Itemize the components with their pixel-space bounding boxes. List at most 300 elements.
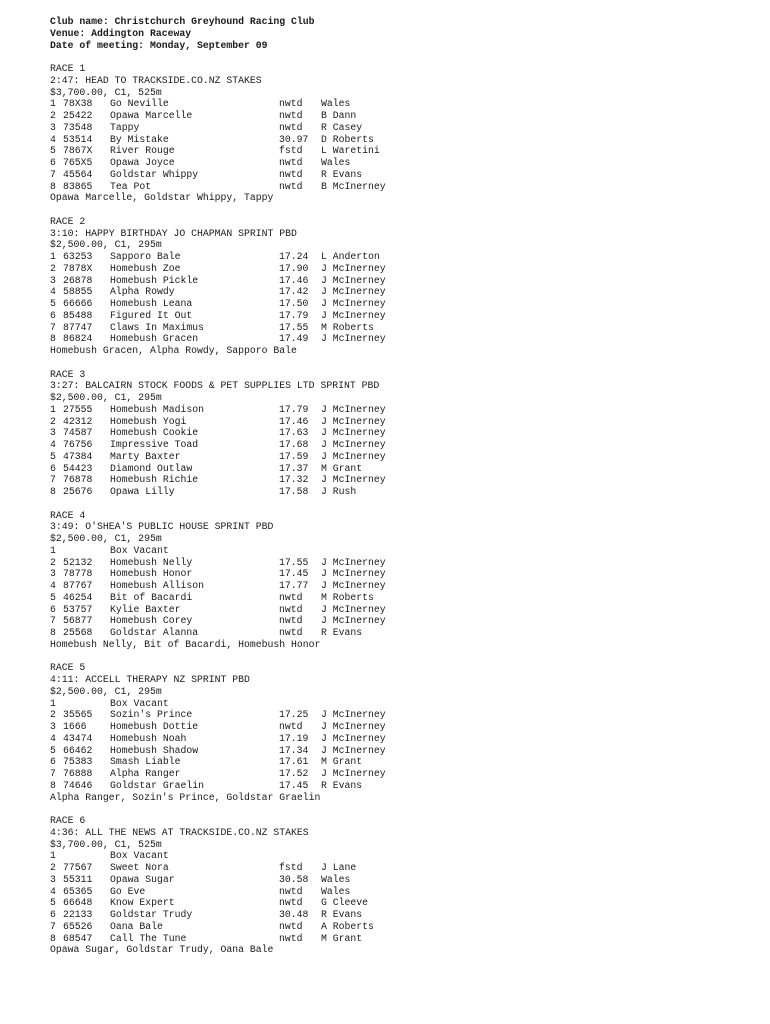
runner-row (50, 169, 750, 181)
race-label: RACE 4 (50, 509, 86, 521)
runner-trainer: L Anderton (321, 251, 380, 262)
runner-row (50, 592, 750, 604)
runner-box-number: 4 (50, 286, 56, 298)
runner-box-number: 2 (50, 556, 56, 568)
runner-time: 17.79 (279, 403, 309, 415)
runner-row (50, 157, 750, 169)
runner-name: Impressive Toad (110, 439, 199, 450)
runner-id: 75383 (63, 756, 93, 768)
runner-trainer: M Grant (321, 756, 363, 768)
runner-name: Homebush Madison (110, 403, 205, 415)
runner-id: 78778 (63, 568, 93, 580)
runner-box-number: 5 (50, 450, 56, 462)
runner-row (50, 486, 750, 498)
runner-id: 58855 (63, 286, 93, 298)
runner-id: 87767 (63, 580, 93, 591)
runner-row (50, 580, 750, 592)
runner-box-number: 8 (50, 180, 56, 192)
runner-trainer: J McInerney (321, 450, 386, 462)
runner-name: Box Vacant (110, 544, 169, 556)
runner-name: Diamond Outlaw (110, 462, 193, 474)
runner-box-number: 6 (50, 157, 56, 168)
runner-box-number: 7 (50, 768, 56, 779)
runner-id: 35565 (63, 709, 93, 721)
runner-trainer: D Roberts (321, 133, 374, 145)
runner-box-number: 6 (50, 309, 56, 321)
runner-time: nwtd (279, 897, 303, 909)
runner-time: 17.55 (279, 556, 309, 568)
runner-name: Marty Baxter (110, 450, 181, 462)
runner-trainer: J McInerney (321, 403, 386, 415)
runner-id: 55311 (63, 873, 93, 885)
runner-trainer: R Casey (321, 121, 363, 133)
race-info: $2,500.00, C1, 295m (50, 685, 162, 697)
runner-time: 30.58 (279, 873, 309, 885)
runner-box-number: 3 (50, 721, 56, 732)
runner-trainer: J McInerney (321, 709, 386, 721)
runner-box-number: 4 (50, 732, 56, 744)
runner-name: Homebush Gracen (110, 333, 199, 345)
runner-id: 66462 (63, 744, 93, 756)
runner-row (50, 110, 750, 122)
runner-trainer: J McInerney (321, 439, 386, 450)
runner-time: 30.97 (279, 133, 309, 145)
runner-time: 17.46 (279, 274, 309, 286)
runner-time: nwtd (279, 168, 303, 180)
runner-row (50, 756, 750, 768)
runner-name: Opawa Joyce (110, 157, 175, 168)
runner-name: Goldstar Whippy (110, 168, 199, 180)
runner-trainer: Wales (321, 873, 351, 885)
runner-name: River Rouge (110, 145, 175, 157)
runner-trainer: J McInerney (321, 580, 386, 591)
runner-trainer: J McInerney (321, 603, 386, 615)
runner-box-number: 4 (50, 439, 56, 450)
runner-id: 26878 (63, 274, 93, 286)
runner-row (50, 745, 750, 757)
runner-box-number: 3 (50, 121, 56, 133)
race-info: $3,700.00, C1, 525m (50, 838, 162, 850)
runner-name: Alpha Rowdy (110, 286, 175, 298)
runner-id: 85488 (63, 309, 93, 321)
race-title: 4:36: ALL THE NEWS AT TRACKSIDE.CO.NZ STAKES (50, 826, 309, 838)
runner-box-number: 1 (50, 403, 56, 415)
runner-box-number: 7 (50, 920, 56, 932)
race-info: $2,500.00, C1, 295m (50, 392, 162, 403)
runner-id: 43474 (63, 732, 93, 744)
runner-row (50, 874, 750, 886)
runner-time: fstd (279, 145, 303, 157)
runner-row (50, 145, 750, 157)
runner-row (50, 333, 750, 345)
runner-box-number: 5 (50, 145, 56, 157)
runner-trainer: J McInerney (321, 768, 386, 779)
runner-trainer: Wales (321, 157, 351, 168)
runner-box-number: 6 (50, 756, 56, 768)
runner-trainer: L Waretini (321, 145, 380, 157)
runner-name: Homebush Zoe (110, 262, 181, 274)
runner-box-number: 2 (50, 110, 56, 121)
runner-name: Call The Tune (110, 932, 187, 944)
runner-box-number: 3 (50, 427, 56, 439)
runner-row (50, 604, 750, 616)
race-title: 4:11: ACCELL THERAPY NZ SPRINT PBD (50, 674, 250, 685)
runner-id: 25568 (63, 627, 93, 638)
runner-trainer: R Evans (321, 168, 363, 180)
race-tips: Opawa Sugar, Goldstar Trudy, Oana Bale (50, 944, 274, 956)
runner-row (50, 463, 750, 475)
runner-trainer: R Evans (321, 909, 363, 920)
runner-trainer: M Grant (321, 462, 363, 474)
race-title: 3:27: BALCAIRN STOCK FOODS & PET SUPPLIES LTD SPRINT PBD (50, 380, 380, 392)
runner-name: Homebush Honor (110, 568, 193, 580)
spacer (50, 651, 750, 663)
spacer (50, 357, 750, 369)
runner-id: 22133 (63, 909, 93, 920)
runner-name: Kylie Baxter (110, 603, 181, 615)
spacer (50, 803, 750, 815)
runner-time: nwtd (279, 885, 303, 897)
race-label: RACE 6 (50, 815, 86, 826)
runner-box-number: 1 (50, 850, 56, 862)
runner-time: 17.79 (279, 309, 309, 321)
runner-id: 46254 (63, 591, 93, 603)
spacer (50, 956, 750, 968)
runner-id: 77567 (63, 862, 93, 873)
runner-trainer: M Roberts (321, 321, 374, 333)
runner-time: 17.58 (279, 486, 309, 497)
race-block (50, 815, 750, 968)
runner-time: 30.48 (279, 909, 309, 920)
race-info: $3,700.00, C1, 525m (50, 86, 162, 98)
runner-time: 17.90 (279, 262, 309, 274)
runner-id: 87747 (63, 321, 93, 333)
runner-id: 65526 (63, 920, 93, 932)
runner-name: Goldstar Graelin (110, 779, 205, 791)
runner-trainer: J McInerney (321, 744, 386, 756)
runner-box-number: 8 (50, 627, 56, 638)
runner-name: Box Vacant (110, 697, 169, 709)
runner-row (50, 850, 750, 862)
spacer (50, 204, 750, 216)
runner-row (50, 427, 750, 439)
runner-box-number: 8 (50, 333, 56, 345)
runner-time: 17.25 (279, 709, 309, 721)
runner-box-number: 7 (50, 321, 56, 333)
runner-id: 74587 (63, 427, 93, 439)
runner-time: fstd (279, 862, 303, 873)
spacer (50, 498, 750, 510)
runner-id: 65365 (63, 885, 93, 897)
runner-id: 66666 (63, 298, 93, 309)
runner-name: Homebush Noah (110, 732, 187, 744)
runner-id: 76756 (63, 439, 93, 450)
runner-name: Claws In Maximus (110, 321, 205, 333)
runner-row (50, 263, 750, 275)
runner-trainer: J McInerney (321, 474, 386, 486)
runner-trainer: J McInerney (321, 262, 386, 274)
runner-row (50, 451, 750, 463)
race-block (50, 216, 750, 369)
runner-row (50, 134, 750, 146)
race-info: $2,500.00, C1, 295m (50, 533, 162, 544)
runner-row (50, 416, 750, 428)
runner-row (50, 122, 750, 134)
runner-time: 17.34 (279, 744, 309, 756)
runner-name: Go Eve (110, 885, 146, 897)
runner-time: 17.42 (279, 286, 309, 298)
runner-box-number: 8 (50, 779, 56, 791)
runner-time: nwtd (279, 932, 303, 944)
runner-id: 52132 (63, 556, 93, 568)
runner-name: Sapporo Bale (110, 251, 181, 262)
runner-box-number: 6 (50, 909, 56, 920)
runner-row (50, 251, 750, 263)
runner-time: nwtd (279, 920, 303, 932)
runner-box-number: 3 (50, 568, 56, 580)
runner-time: 17.24 (279, 251, 309, 262)
runner-name: Alpha Ranger (110, 768, 181, 779)
runner-id: 73548 (63, 121, 93, 133)
runner-name: Homebush Corey (110, 615, 193, 627)
runner-trainer: R Evans (321, 779, 363, 791)
runner-row (50, 474, 750, 486)
runner-trainer: J McInerney (321, 309, 386, 321)
runner-box-number: 6 (50, 603, 56, 615)
runner-box-number: 4 (50, 133, 56, 145)
runner-trainer: Wales (321, 98, 351, 110)
runner-box-number: 3 (50, 873, 56, 885)
runner-time: 17.61 (279, 756, 309, 768)
race-label: RACE 5 (50, 662, 86, 674)
runner-trainer: J McInerney (321, 615, 386, 627)
runner-trainer: M Roberts (321, 591, 374, 603)
runner-name: Homebush Leana (110, 298, 193, 309)
runner-name: Homebush Dottie (110, 721, 199, 732)
runner-id: 25676 (63, 486, 93, 497)
race-tips: Alpha Ranger, Sozin's Prince, Goldstar Graelin (50, 791, 321, 803)
runner-trainer: J McInerney (321, 568, 386, 580)
race-tips: Opawa Marcelle, Goldstar Whippy, Tappy (50, 192, 274, 204)
runner-row (50, 404, 750, 416)
runner-trainer: Wales (321, 885, 351, 897)
runner-time: 17.49 (279, 333, 309, 345)
race-block (50, 662, 750, 815)
runner-name: Box Vacant (110, 850, 169, 862)
runner-id: 68547 (63, 932, 93, 944)
runner-name: Go Neville (110, 98, 169, 110)
runner-id: 56877 (63, 615, 93, 627)
runner-box-number: 5 (50, 897, 56, 909)
runner-time: 17.37 (279, 462, 309, 474)
runner-row (50, 733, 750, 745)
club-name: Club name: Christchurch Greyhound Racing Club (50, 16, 315, 27)
runner-box-number: 4 (50, 885, 56, 897)
race-title: 3:49: O'SHEA'S PUBLIC HOUSE SPRINT PBD (50, 521, 274, 533)
runner-box-number: 7 (50, 615, 56, 627)
runner-name: Bit of Bacardi (110, 591, 193, 603)
runner-box-number: 2 (50, 262, 56, 274)
runner-id: 45564 (63, 168, 93, 180)
runner-id: 27555 (63, 403, 93, 415)
runner-time: 17.68 (279, 439, 309, 450)
runner-id: 76878 (63, 474, 93, 486)
runner-time: nwtd (279, 721, 303, 732)
runner-row (50, 933, 750, 945)
runner-name: By Mistake (110, 133, 169, 145)
runner-id: 83865 (63, 180, 93, 192)
runner-box-number: 1 (50, 544, 56, 556)
runner-box-number: 5 (50, 298, 56, 309)
runner-box-number: 8 (50, 932, 56, 944)
runner-id: 7867X (63, 145, 93, 157)
runner-box-number: 5 (50, 744, 56, 756)
runner-name: Goldstar Alanna (110, 627, 199, 638)
runner-box-number: 1 (50, 697, 56, 709)
runner-id: 63253 (63, 251, 93, 262)
runner-name: Homebush Allison (110, 580, 205, 591)
runner-row (50, 275, 750, 287)
runner-time: nwtd (279, 98, 303, 110)
runner-box-number: 7 (50, 474, 56, 486)
runner-name: Sweet Nora (110, 862, 169, 873)
runner-name: Figured It Out (110, 309, 193, 321)
runner-name: Know Expert (110, 897, 175, 909)
runner-box-number: 2 (50, 709, 56, 721)
runner-time: nwtd (279, 157, 303, 168)
race-title: 3:10: HAPPY BIRTHDAY JO CHAPMAN SPRINT PBD (50, 227, 297, 239)
runner-trainer: B Dann (321, 110, 357, 121)
runner-trainer: J McInerney (321, 333, 386, 345)
runner-id: 66648 (63, 897, 93, 909)
race-block (50, 369, 750, 510)
runner-row (50, 709, 750, 721)
runner-box-number: 1 (50, 98, 56, 110)
runner-name: Goldstar Trudy (110, 909, 193, 920)
runner-row (50, 286, 750, 298)
runner-time: nwtd (279, 180, 303, 192)
runner-name: Opawa Sugar (110, 873, 175, 885)
runner-row (50, 310, 750, 322)
runner-row (50, 909, 750, 921)
runner-name: Opawa Lilly (110, 486, 175, 497)
runner-time: nwtd (279, 110, 303, 121)
runner-name: Homebush Richie (110, 474, 199, 486)
runner-id: 25422 (63, 110, 93, 121)
spacer (50, 51, 750, 63)
runner-time: 17.50 (279, 298, 309, 309)
runner-row (50, 98, 750, 110)
runner-trainer: J McInerney (321, 415, 386, 427)
race-block (50, 510, 750, 663)
runner-row (50, 698, 750, 710)
runner-trainer: J McInerney (321, 286, 386, 298)
runner-name: Homebush Pickle (110, 274, 199, 286)
runner-time: 17.32 (279, 474, 309, 486)
runner-row (50, 557, 750, 569)
runner-row (50, 768, 750, 780)
runner-id: 1666 (63, 721, 87, 732)
runner-trainer: A Roberts (321, 920, 374, 932)
runner-row (50, 886, 750, 898)
runner-time: 17.59 (279, 450, 309, 462)
runner-time: 17.19 (279, 732, 309, 744)
runner-name: Homebush Shadow (110, 744, 199, 756)
runner-box-number: 2 (50, 862, 56, 873)
runner-time: 17.52 (279, 768, 309, 779)
runner-time: 17.45 (279, 568, 309, 580)
race-label: RACE 3 (50, 368, 86, 380)
runner-trainer: G Cleeve (321, 897, 369, 909)
runner-name: Opawa Marcelle (110, 110, 193, 121)
runner-id: 86824 (63, 333, 93, 345)
runner-id: 47384 (63, 450, 93, 462)
runner-trainer: J Lane (321, 862, 357, 873)
runner-row (50, 780, 750, 792)
runner-name: Homebush Yogi (110, 415, 187, 427)
runner-name: Smash Liable (110, 756, 181, 768)
race-label: RACE 1 (50, 63, 86, 74)
runner-name: Homebush Cookie (110, 427, 199, 439)
runner-box-number: 4 (50, 580, 56, 591)
runner-name: Sozin's Prince (110, 709, 193, 721)
runner-id: 53757 (63, 603, 93, 615)
race-block (50, 63, 750, 216)
race-label: RACE 2 (50, 215, 86, 227)
runner-time: nwtd (279, 121, 303, 133)
runner-row (50, 627, 750, 639)
runner-row (50, 897, 750, 909)
runner-trainer: J McInerney (321, 556, 386, 568)
runner-time: nwtd (279, 591, 303, 603)
runner-row (50, 568, 750, 580)
runner-id: 53514 (63, 133, 93, 145)
race-list (50, 63, 750, 968)
runner-box-number: 2 (50, 415, 56, 427)
runner-trainer: J McInerney (321, 732, 386, 744)
runner-id: 76888 (63, 768, 93, 779)
runner-id: 7878X (63, 262, 93, 274)
runner-time: nwtd (279, 603, 303, 615)
runner-time: 17.63 (279, 427, 309, 439)
runner-row (50, 322, 750, 334)
race-title: 2:47: HEAD TO TRACKSIDE.CO.NZ STAKES (50, 74, 262, 86)
runner-time: 17.77 (279, 580, 309, 591)
runner-row (50, 921, 750, 933)
runner-trainer: M Grant (321, 932, 363, 944)
runner-name: Homebush Nelly (110, 556, 193, 568)
runner-box-number: 3 (50, 274, 56, 286)
runner-box-number: 1 (50, 251, 56, 262)
runner-id: 78X38 (63, 98, 93, 110)
runner-id: 765X5 (63, 157, 93, 168)
runner-id: 74646 (63, 779, 93, 791)
runner-box-number: 6 (50, 462, 56, 474)
runner-time: 17.46 (279, 415, 309, 427)
runner-box-number: 7 (50, 168, 56, 180)
runner-trainer: J McInerney (321, 721, 386, 732)
runner-box-number: 5 (50, 591, 56, 603)
runner-id: 54423 (63, 462, 93, 474)
runner-id: 42312 (63, 415, 93, 427)
race-tips: Homebush Gracen, Alpha Rowdy, Sapporo Bale (50, 345, 297, 356)
race-tips: Homebush Nelly, Bit of Bacardi, Homebush Honor (50, 638, 321, 650)
runner-row (50, 545, 750, 557)
runner-trainer: J McInerney (321, 298, 386, 309)
runner-trainer: B McInerney (321, 180, 386, 192)
runner-time: nwtd (279, 627, 303, 638)
runner-time: 17.45 (279, 779, 309, 791)
